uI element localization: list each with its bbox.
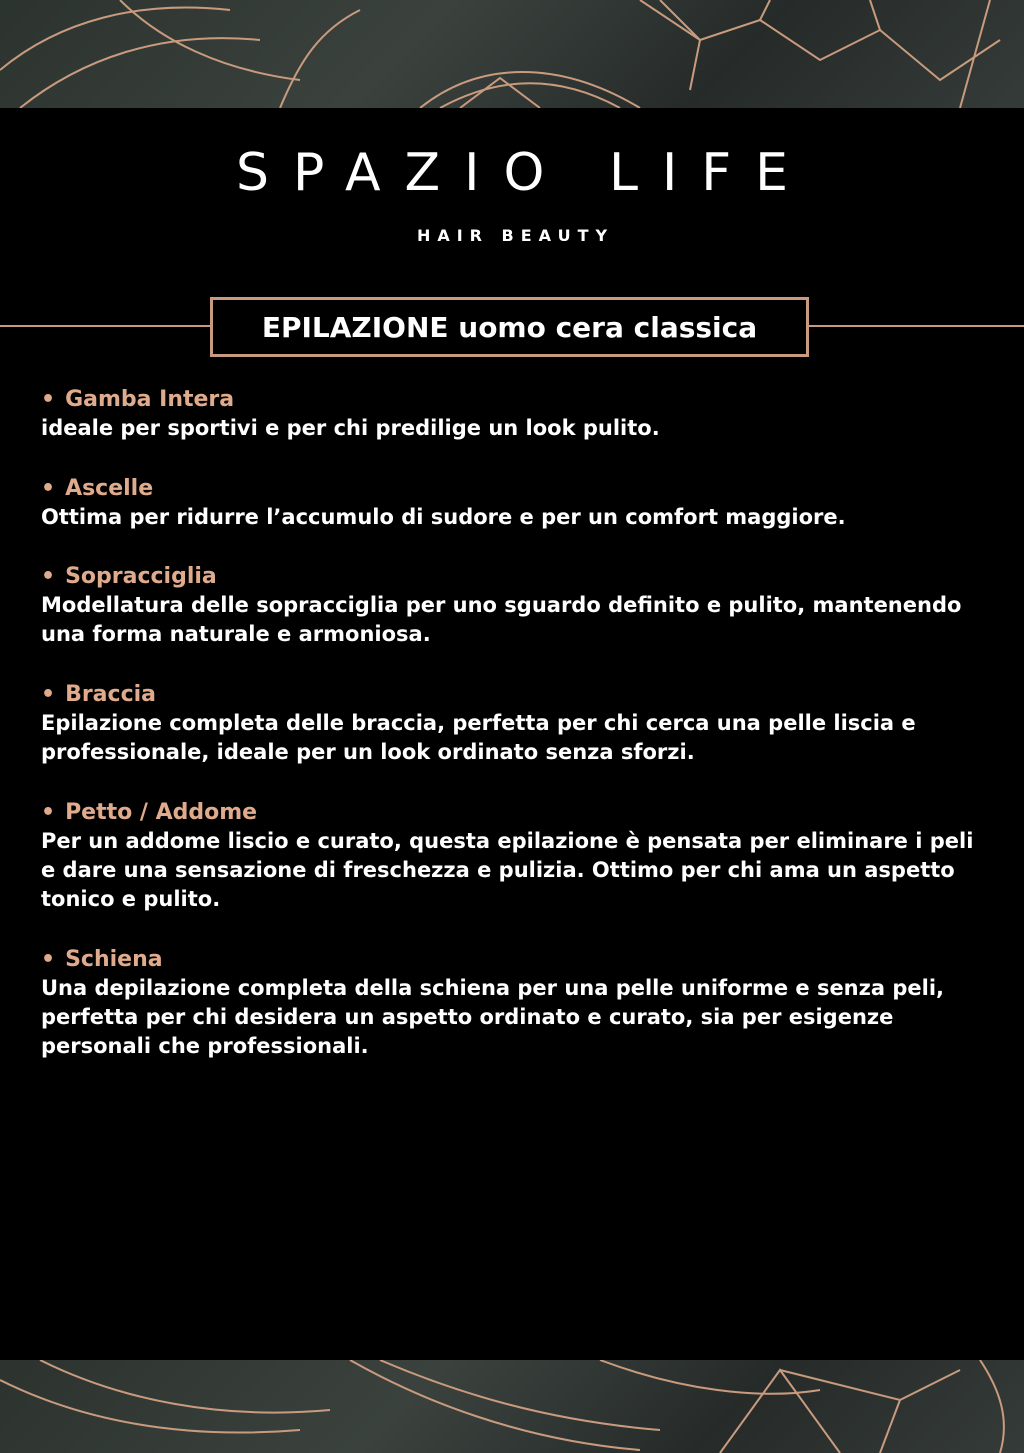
service-item (41, 563, 986, 649)
bullet-icon: • (41, 564, 56, 589)
service-description: Ottima per ridurre l’accumulo di sudore e per un comfort maggiore. (41, 505, 846, 529)
service-item (41, 386, 986, 443)
service-heading (41, 799, 986, 827)
leaf-pattern-bottom (0, 1360, 1024, 1453)
service-name: Ascelle (65, 476, 154, 501)
service-heading (41, 563, 986, 591)
bullet-icon: • (41, 387, 56, 412)
bullet-icon: • (41, 476, 56, 501)
service-item (41, 475, 986, 532)
page-title: EPILAZIONE uomo cera classica (261, 310, 758, 344)
service-name: Petto / Addome (65, 800, 258, 825)
bullet-icon: • (41, 682, 56, 707)
service-description: Modellatura delle sopracciglia per uno sguardo definito e pulito, mantenendo una forma naturale e armoniosa. (41, 593, 962, 646)
service-description: Una depilazione completa della schiena per una pelle uniforme e senza peli, perfetta per chi desidera un aspetto ordinato e curato, sia per esigenze personali che professionali. (41, 976, 944, 1058)
service-item (41, 681, 986, 767)
bullet-icon: • (41, 947, 56, 972)
service-name: Braccia (65, 682, 156, 707)
brand-logo: SPAZIO LIFE (235, 143, 813, 203)
service-name: Schiena (65, 947, 163, 972)
title-rule-left (0, 325, 210, 327)
title-rule-right (809, 325, 1024, 327)
service-heading (41, 475, 986, 503)
service-name: Gamba Intera (65, 387, 235, 412)
service-description: Per un addome liscio e curato, questa epilazione è pensata per eliminare i peli e dare una sensazione di freschezza e pulizia. Ottimo per chi ama un aspetto tonico e pulito. (41, 829, 974, 911)
service-item (41, 946, 986, 1061)
service-heading (41, 386, 986, 414)
brand-tagline: HAIR BEAUTY (416, 226, 615, 245)
bottom-decorative-band (0, 1360, 1024, 1453)
service-name: Sopracciglia (65, 564, 217, 589)
service-description: Epilazione completa delle braccia, perfetta per chi cerca una pelle liscia e professionale, ideale per un look ordinato senza sforzi. (41, 711, 916, 764)
top-decorative-band (0, 0, 1024, 108)
title-frame (210, 297, 809, 357)
service-heading (41, 946, 986, 974)
service-heading (41, 681, 986, 709)
service-description: ideale per sportivi e per chi predilige un look pulito. (41, 416, 660, 440)
leaf-pattern-top (0, 0, 1024, 108)
bullet-icon: • (41, 800, 56, 825)
service-item (41, 799, 986, 914)
